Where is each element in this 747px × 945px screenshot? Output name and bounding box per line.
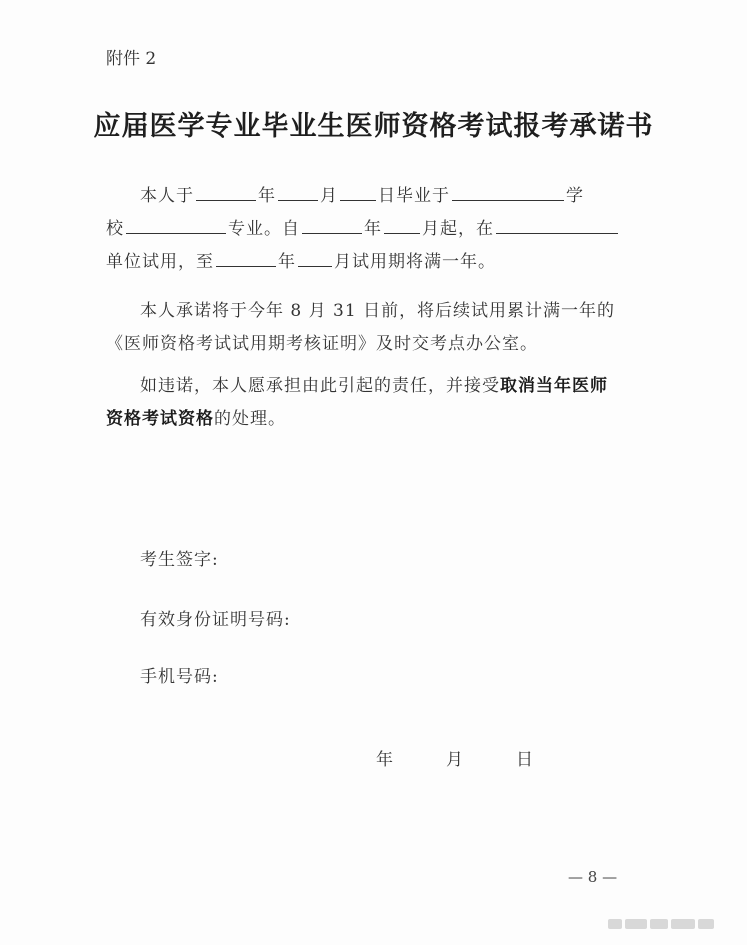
paragraph-commitment bbox=[106, 295, 646, 361]
paragraph2-line1: 本人承诺将于今年 8 月 31 日前，将后续试用累计满一年的 bbox=[140, 301, 616, 321]
paragraph1-line1 bbox=[106, 180, 646, 213]
page-number: — 8 — bbox=[568, 868, 618, 886]
blank-end-year bbox=[216, 265, 276, 267]
text-segment: 的处理。 bbox=[214, 409, 286, 429]
text-segment: 月 bbox=[320, 186, 338, 206]
text-segment: 本人于 bbox=[140, 186, 194, 206]
blank-year bbox=[196, 199, 256, 201]
paragraph2-line2: 《医师资格考试试用期考核证明》及时交考点办公室。 bbox=[106, 334, 538, 354]
bold-text-segment: 资格考试资格 bbox=[106, 409, 214, 429]
paragraph3-line2 bbox=[106, 403, 646, 436]
text-segment: 月试用期将满一年。 bbox=[334, 252, 496, 272]
blank-day bbox=[340, 199, 376, 201]
text-segment: 年 bbox=[278, 252, 296, 272]
blank-start-year bbox=[302, 232, 362, 234]
text-segment: 单位试用，至 bbox=[106, 252, 214, 272]
candidate-signature-label: 考生签字: bbox=[140, 550, 219, 570]
blank-start-month bbox=[384, 232, 420, 234]
paragraph3-line1 bbox=[106, 370, 646, 403]
blank-unit bbox=[496, 232, 618, 234]
text-segment: 月起，在 bbox=[422, 219, 494, 239]
text-segment: 学 bbox=[566, 186, 584, 206]
date-row bbox=[376, 745, 533, 770]
document-title: 应届医学专业毕业生医师资格考试报考承诺书 bbox=[93, 111, 654, 142]
text-segment: 专业。自 bbox=[228, 219, 300, 239]
blank-school bbox=[452, 199, 564, 201]
paragraph1-line3 bbox=[106, 246, 646, 279]
date-month: 月 bbox=[446, 750, 463, 770]
blank-major bbox=[126, 232, 226, 234]
date-day: 日 bbox=[516, 750, 533, 770]
text-segment: 如违诺，本人愿承担由此引起的责任，并接受 bbox=[140, 376, 500, 396]
text-segment: 年 bbox=[258, 186, 276, 206]
blank-end-month bbox=[298, 265, 332, 267]
date-year: 年 bbox=[376, 750, 393, 770]
attachment-label: 附件 2 bbox=[106, 49, 157, 69]
blank-month bbox=[278, 199, 318, 201]
phone-label: 手机号码: bbox=[140, 667, 219, 687]
paragraph-penalty bbox=[106, 370, 646, 436]
bold-text-segment: 取消当年医师 bbox=[500, 376, 608, 396]
text-segment: 日毕业于 bbox=[378, 186, 450, 206]
text-segment: 年 bbox=[364, 219, 382, 239]
text-segment: 校 bbox=[106, 219, 124, 239]
blurred-watermark bbox=[608, 914, 726, 928]
paragraph-graduation bbox=[106, 180, 646, 279]
id-number-label: 有效身份证明号码: bbox=[140, 610, 291, 630]
paragraph1-line2 bbox=[106, 213, 646, 246]
